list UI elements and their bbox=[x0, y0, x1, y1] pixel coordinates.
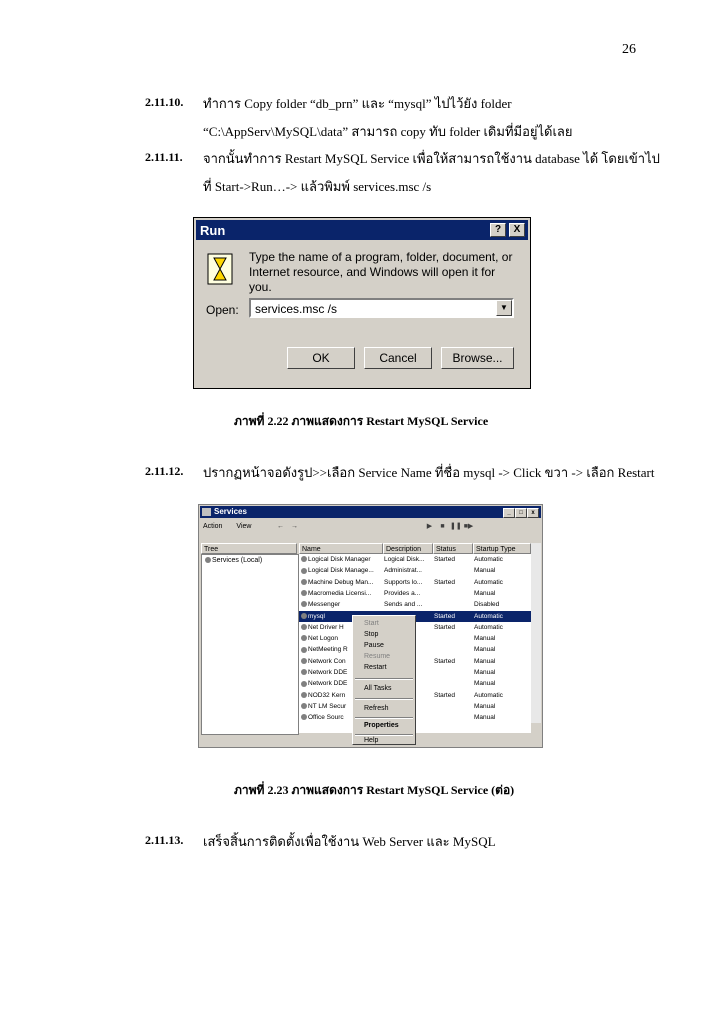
table-cell: Started bbox=[434, 556, 455, 563]
section-text: ปรากฏหน้าจอดังรูป>>เลือก Service Name ที่ชื่อ mysql -> Click ขวา -> เลือก Restart bbox=[203, 465, 655, 480]
service-name bbox=[301, 588, 383, 599]
gear-icon bbox=[301, 624, 307, 630]
gear-icon bbox=[301, 669, 307, 675]
section-text: เสร็จสิ้นการติดตั้งเพื่อใช้งาน Web Server และ MySQL bbox=[203, 834, 496, 849]
service-name-label: Machine Debug Man... bbox=[308, 578, 374, 586]
section-text: ที่ Start->Run…-> แล้วพิมพ์ services.msc /s bbox=[203, 179, 432, 194]
menu-item-resume[interactable]: Resume bbox=[364, 653, 391, 660]
gear-icon bbox=[301, 601, 307, 607]
menu-bar bbox=[203, 520, 263, 534]
table-cell: Manual bbox=[474, 646, 496, 654]
gear-icon bbox=[301, 714, 307, 720]
service-name bbox=[301, 565, 383, 576]
tree-item[interactable] bbox=[205, 557, 262, 564]
open-combo[interactable] bbox=[249, 298, 514, 318]
close-icon[interactable]: x bbox=[527, 508, 539, 518]
table-cell: Manual bbox=[474, 635, 496, 643]
services-titlebar bbox=[200, 506, 541, 518]
menu-view[interactable]: View bbox=[236, 523, 252, 530]
minimize-icon[interactable]: _ bbox=[503, 508, 515, 518]
section-number: 2.11.13. bbox=[145, 833, 184, 847]
browse-button[interactable]: Browse... bbox=[441, 347, 514, 369]
gear-icon bbox=[205, 557, 211, 563]
open-label: Open: bbox=[206, 303, 239, 317]
table-cell: Automatic bbox=[474, 578, 503, 586]
section-number: 2.11.12. bbox=[145, 464, 184, 478]
service-name-label: Network DDE bbox=[308, 680, 348, 688]
menu-item-properties[interactable]: Properties bbox=[364, 722, 399, 729]
service-name-label: Messenger bbox=[308, 601, 341, 609]
service-name-label: NT LM Secur bbox=[308, 702, 347, 710]
ok-button[interactable]: OK bbox=[287, 347, 355, 369]
forward-icon[interactable]: → bbox=[291, 523, 298, 530]
service-name-label: Office Sourc bbox=[308, 714, 344, 722]
service-name-label: NetMeeting R bbox=[308, 646, 348, 654]
table-row[interactable] bbox=[299, 599, 531, 610]
table-cell: Manual bbox=[474, 567, 496, 575]
gear-icon bbox=[301, 681, 307, 687]
gear-icon bbox=[301, 613, 307, 619]
table-cell: Automatic bbox=[474, 623, 503, 631]
section-number: 2.11.10. bbox=[145, 95, 184, 109]
table-cell: Started bbox=[434, 623, 455, 631]
table-cell: Started bbox=[434, 578, 455, 586]
table-cell: Manual bbox=[474, 669, 496, 676]
gear-icon bbox=[301, 692, 307, 698]
table-cell: Manual bbox=[474, 714, 496, 722]
menu-item-all-tasks[interactable]: All Tasks bbox=[364, 685, 392, 692]
menu-action[interactable]: Action bbox=[203, 523, 223, 530]
play-icon[interactable]: ▶ bbox=[426, 523, 433, 530]
tree-item-label: Services (Local) bbox=[212, 557, 263, 564]
gear-icon bbox=[301, 579, 307, 585]
service-name-label: Logical Disk Manage... bbox=[308, 567, 374, 575]
table-cell: Supports lo... bbox=[384, 578, 423, 586]
section-text: ทำการ Copy folder “db_prn” และ “mysql” ไปไว้ยัง folder bbox=[203, 96, 512, 111]
service-name-label: mysql bbox=[308, 612, 325, 620]
section-text: จากนั้นทำการ Restart MySQL Service เพื่อให้สามารถใช้งาน database ได้ โดยเข้าไป bbox=[203, 151, 660, 166]
figure-caption: ภาพที่ 2.22 ภาพแสดงการ Restart MySQL Service bbox=[234, 414, 489, 428]
table-cell: Started bbox=[434, 612, 455, 620]
table-row[interactable] bbox=[299, 554, 531, 565]
service-name-label: NOD32 Kern bbox=[308, 691, 346, 699]
services-icon bbox=[202, 508, 211, 516]
cancel-button[interactable]: Cancel bbox=[364, 347, 432, 369]
column-header-description[interactable]: Description bbox=[383, 543, 433, 554]
service-name bbox=[301, 599, 383, 610]
service-name-label: Network Con bbox=[308, 657, 346, 665]
menu-separator bbox=[355, 678, 413, 680]
table-cell: Automatic bbox=[474, 612, 503, 620]
table-cell: Provides a... bbox=[384, 589, 421, 597]
close-button[interactable]: X bbox=[509, 223, 525, 237]
gear-icon bbox=[301, 556, 307, 562]
services-window bbox=[198, 504, 543, 748]
table-cell: Manual bbox=[474, 657, 496, 665]
gear-icon bbox=[301, 703, 307, 709]
table-cell: Manual bbox=[474, 589, 496, 597]
table-cell: Manual bbox=[474, 680, 496, 688]
context-menu bbox=[352, 615, 416, 745]
menu-item-pause[interactable]: Pause bbox=[364, 642, 384, 649]
gear-icon bbox=[301, 658, 307, 664]
services-title: Services bbox=[214, 507, 247, 516]
tree-header[interactable]: Tree bbox=[201, 543, 297, 554]
maximize-icon[interactable]: □ bbox=[515, 508, 527, 518]
section-text: “C:\AppServ\MySQL\data” สามารถ copy ทับ folder เดิมที่มีอยู่ได้เลย bbox=[203, 124, 573, 139]
menu-separator bbox=[355, 698, 413, 700]
restart-icon[interactable]: ■▶ bbox=[463, 523, 474, 530]
table-cell: Started bbox=[434, 691, 455, 699]
menu-separator bbox=[355, 717, 413, 719]
table-row[interactable] bbox=[299, 577, 531, 588]
run-titlebar bbox=[196, 220, 528, 240]
service-name-label: Macromedia Licensi... bbox=[308, 589, 372, 597]
gear-icon bbox=[301, 647, 307, 653]
table-cell: Started bbox=[434, 657, 455, 665]
table-cell: Manual bbox=[474, 702, 496, 710]
help-button[interactable]: ? bbox=[490, 223, 506, 237]
figure-caption: ภาพที่ 2.23 ภาพแสดงการ Restart MySQL Service (ต่อ) bbox=[234, 783, 515, 797]
gear-icon bbox=[301, 568, 307, 574]
table-row[interactable] bbox=[299, 565, 531, 576]
stop-icon[interactable]: ■ bbox=[440, 523, 445, 530]
table-cell: Sends and ... bbox=[384, 601, 423, 609]
vertical-scrollbar[interactable] bbox=[531, 543, 541, 723]
back-icon[interactable]: ← bbox=[277, 523, 284, 530]
column-header-status[interactable]: Status bbox=[433, 543, 473, 554]
table-cell: Administrat... bbox=[384, 567, 422, 575]
table-cell: Logical Disk... bbox=[384, 556, 425, 563]
section-number: 2.11.11. bbox=[145, 150, 183, 164]
service-name-label: Net Logon bbox=[308, 635, 338, 643]
service-name-label: Logical Disk Manager bbox=[308, 556, 371, 563]
table-row[interactable] bbox=[299, 588, 531, 599]
gear-icon bbox=[301, 635, 307, 641]
service-name-label: Net Driver H bbox=[308, 623, 344, 631]
menu-item-refresh[interactable]: Refresh bbox=[364, 705, 389, 712]
tree-pane bbox=[201, 554, 299, 735]
run-description: Type the name of a program, folder, document, or Internet resource, and Windows will open it for you. bbox=[249, 250, 513, 294]
menu-item-help[interactable]: Help bbox=[364, 737, 379, 744]
table-cell: Disabled bbox=[474, 601, 500, 609]
menu-item-restart[interactable]: Restart bbox=[364, 664, 387, 671]
run-title: Run bbox=[200, 223, 226, 238]
menu-item-stop[interactable]: Stop bbox=[364, 631, 379, 638]
menu-item-start[interactable]: Start bbox=[364, 620, 379, 627]
column-header-startup-type[interactable]: Startup Type bbox=[473, 543, 531, 554]
gear-icon bbox=[301, 590, 307, 596]
service-name bbox=[301, 554, 383, 565]
open-input[interactable]: services.msc /s bbox=[255, 302, 338, 316]
dropdown-arrow-icon[interactable]: ▼ bbox=[496, 300, 512, 316]
table-cell: Automatic bbox=[474, 691, 503, 699]
pause-icon[interactable]: ❚❚ bbox=[450, 523, 462, 530]
service-name-label: Network DDE bbox=[308, 669, 348, 676]
table-cell: Automatic bbox=[474, 556, 503, 563]
run-dialog bbox=[193, 217, 531, 389]
hourglass-icon bbox=[206, 252, 234, 286]
page-number: 26 bbox=[622, 42, 636, 57]
service-name bbox=[301, 577, 383, 588]
column-header-name[interactable]: Name bbox=[299, 543, 383, 554]
